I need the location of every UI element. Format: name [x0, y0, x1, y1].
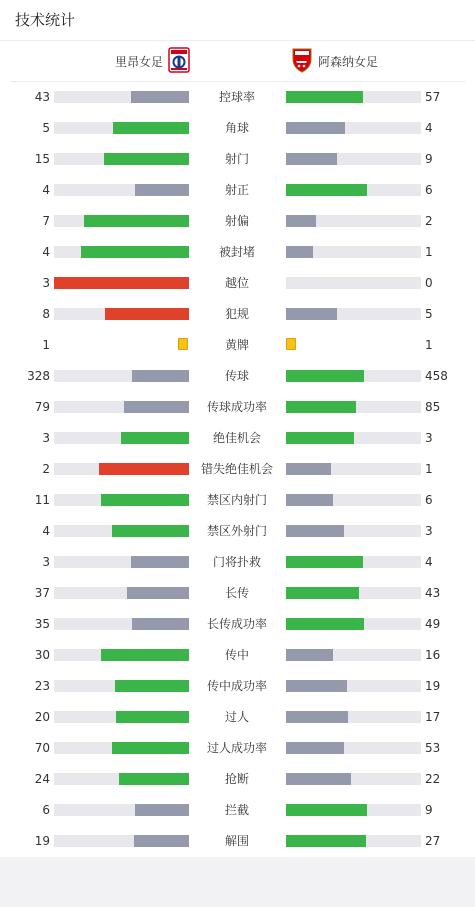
stat-row	[0, 769, 475, 789]
stat-row	[0, 552, 475, 572]
home-stat-value: 1	[42, 338, 50, 352]
home-stat-bar-track	[54, 804, 189, 816]
home-stat-bar-track	[54, 91, 189, 103]
stat-label: 角球	[224, 121, 249, 135]
home-stat-bar-track	[54, 277, 189, 289]
stat-row	[0, 738, 475, 758]
home-stat-bar-fill	[104, 153, 189, 165]
section-title: 技术统计	[15, 11, 76, 29]
home-stat-value: 35	[34, 617, 50, 631]
away-stat-bar-fill	[286, 773, 351, 785]
away-stat-value: 9	[425, 152, 433, 166]
away-stat-value: 57	[425, 90, 441, 104]
stat-row	[0, 273, 475, 293]
home-stat-value: 6	[42, 803, 50, 817]
home-stat-bar-fill	[115, 680, 189, 692]
home-stat-bar-track	[54, 680, 189, 692]
away-stat-bar-track	[286, 153, 421, 165]
home-stat-bar-track	[54, 401, 189, 413]
home-stat-bar-track	[54, 246, 189, 258]
away-stat-bar-fill	[286, 804, 367, 816]
stat-row	[0, 521, 475, 541]
away-stat-bar-fill	[286, 401, 356, 413]
away-stat-value: 22	[425, 772, 441, 786]
away-stat-value: 85	[425, 400, 441, 414]
away-stat-value: 3	[425, 524, 433, 538]
home-stat-bar-fill	[132, 370, 189, 382]
home-stat-value: 4	[42, 183, 50, 197]
away-stat-bar-fill	[286, 680, 347, 692]
arsenal-crest-icon	[291, 47, 313, 76]
stat-label: 长传	[224, 586, 249, 600]
away-yellow-card-icon	[286, 338, 296, 350]
stat-row	[0, 583, 475, 603]
stat-label: 长传成功率	[206, 617, 267, 631]
home-stat-bar-track	[54, 711, 189, 723]
stat-label: 门将扑救	[212, 555, 261, 569]
stat-label: 绝佳机会	[212, 431, 261, 445]
stat-label: 禁区内射门	[206, 493, 267, 507]
stat-label: 射正	[224, 183, 249, 197]
home-stat-value: 23	[34, 679, 50, 693]
stat-label: 拦截	[224, 803, 249, 817]
away-stat-value: 3	[425, 431, 433, 445]
away-stat-value: 4	[425, 121, 433, 135]
away-stat-bar-fill	[286, 618, 364, 630]
away-stat-bar-fill	[286, 835, 366, 847]
stat-row	[0, 707, 475, 727]
home-stat-bar-track	[54, 618, 189, 630]
home-stat-bar-fill	[124, 401, 189, 413]
away-stat-bar-track	[286, 711, 421, 723]
home-stat-bar-fill	[132, 618, 189, 630]
away-stat-value: 1	[425, 462, 433, 476]
home-stat-value: 70	[34, 741, 50, 755]
home-stat-value: 43	[34, 90, 50, 104]
stat-row	[0, 614, 475, 634]
away-stat-bar-fill	[286, 370, 364, 382]
away-stat-value: 49	[425, 617, 441, 631]
home-stat-value: 4	[42, 524, 50, 538]
stat-row	[0, 149, 475, 169]
home-stat-value: 8	[42, 307, 50, 321]
stat-row	[0, 366, 475, 386]
home-stat-bar-track	[54, 432, 189, 444]
away-stat-bar-fill	[286, 742, 344, 754]
home-stat-bar-track	[54, 587, 189, 599]
home-stat-bar-fill	[135, 184, 189, 196]
stat-row	[0, 242, 475, 262]
away-stat-bar-fill	[286, 432, 354, 444]
stat-row	[0, 211, 475, 231]
home-stat-bar-track	[54, 463, 189, 475]
away-stat-bar-fill	[286, 246, 313, 258]
home-stat-bar-track	[54, 649, 189, 661]
home-yellow-card-icon	[178, 338, 188, 350]
home-stat-bar-fill	[101, 494, 189, 506]
away-stat-value: 1	[425, 338, 433, 352]
stat-row	[0, 800, 475, 820]
away-stat-value: 458	[425, 369, 448, 383]
home-stat-value: 11	[34, 493, 50, 507]
home-stat-bar-track	[54, 525, 189, 537]
stat-label: 传中成功率	[206, 679, 267, 693]
home-stat-value: 30	[34, 648, 50, 662]
stat-row	[0, 490, 475, 510]
home-stat-bar-track	[54, 153, 189, 165]
stat-label: 越位	[224, 276, 249, 290]
away-stat-value: 0	[425, 276, 433, 290]
away-stat-bar-track	[286, 91, 421, 103]
home-stat-bar-track	[54, 773, 189, 785]
home-stat-bar-fill	[99, 463, 189, 475]
stat-row	[0, 304, 475, 324]
away-stat-bar-track	[286, 215, 421, 227]
home-stat-bar-fill	[121, 432, 189, 444]
stat-row	[0, 645, 475, 665]
home-stat-bar-track	[54, 184, 189, 196]
home-stat-bar-fill	[134, 835, 189, 847]
away-stat-bar-track	[286, 680, 421, 692]
away-stat-bar-track	[286, 525, 421, 537]
away-stat-value: 9	[425, 803, 433, 817]
stat-label: 射偏	[224, 214, 249, 228]
home-stat-value: 20	[34, 710, 50, 724]
away-stat-bar-fill	[286, 494, 333, 506]
stat-label: 犯规	[224, 307, 249, 321]
home-stat-bar-track	[54, 215, 189, 227]
away-stat-bar-track	[286, 835, 421, 847]
home-stat-bar-track	[54, 556, 189, 568]
home-stat-bar-fill	[112, 525, 189, 537]
away-stat-bar-fill	[286, 308, 337, 320]
home-stat-bar-fill	[119, 773, 189, 785]
home-team-name: 里昂女足	[114, 54, 163, 69]
stat-label: 传中	[224, 648, 249, 662]
home-stat-value: 15	[34, 152, 50, 166]
stat-row	[0, 87, 475, 107]
stat-label: 传球成功率	[206, 400, 267, 414]
stat-label: 射门	[224, 152, 249, 166]
away-stat-bar-fill	[286, 184, 367, 196]
home-stat-value: 3	[42, 276, 50, 290]
home-stat-bar-track	[54, 308, 189, 320]
away-stat-value: 2	[425, 214, 433, 228]
home-stat-bar-track	[54, 835, 189, 847]
away-stat-bar-track	[286, 277, 421, 289]
away-stat-value: 16	[425, 648, 441, 662]
stat-label: 控球率	[218, 90, 255, 104]
home-stat-bar-fill	[81, 246, 189, 258]
stat-label: 过人成功率	[206, 741, 267, 755]
away-team-name: 阿森纳女足	[318, 54, 379, 69]
home-stat-bar-fill	[131, 91, 189, 103]
home-stat-bar-track	[54, 742, 189, 754]
away-stat-value: 6	[425, 493, 433, 507]
home-stat-value: 328	[27, 369, 50, 383]
home-stat-bar-fill	[84, 215, 189, 227]
away-stat-bar-fill	[286, 525, 344, 537]
stat-row	[0, 397, 475, 417]
away-stat-bar-track	[286, 246, 421, 258]
away-stat-bar-track	[286, 308, 421, 320]
away-stat-bar-track	[286, 773, 421, 785]
home-stat-value: 3	[42, 555, 50, 569]
home-team-header[interactable]	[115, 47, 190, 75]
home-stat-bar-fill	[113, 122, 189, 134]
away-stat-bar-fill	[286, 556, 363, 568]
stat-label: 被封堵	[218, 245, 255, 259]
away-stat-value: 43	[425, 586, 441, 600]
away-stat-bar-track	[286, 401, 421, 413]
home-stat-value: 4	[42, 245, 50, 259]
stat-row	[0, 831, 475, 851]
home-stat-bar-fill	[112, 742, 189, 754]
away-stat-value: 27	[425, 834, 441, 848]
home-stat-value: 2	[42, 462, 50, 476]
home-stat-value: 24	[34, 772, 50, 786]
away-stat-value: 19	[425, 679, 441, 693]
away-stat-bar-track	[286, 432, 421, 444]
home-stat-bar-fill	[105, 308, 189, 320]
away-stat-bar-fill	[286, 463, 331, 475]
away-stat-bar-fill	[286, 91, 363, 103]
home-stat-bar-fill	[116, 711, 189, 723]
away-stat-bar-track	[286, 494, 421, 506]
away-stat-bar-track	[286, 184, 421, 196]
stat-row	[0, 459, 475, 479]
team-header-divider	[10, 81, 465, 82]
home-stat-bar-track	[54, 122, 189, 134]
stat-label: 传球	[224, 369, 249, 383]
away-stat-bar-track	[286, 556, 421, 568]
away-stat-bar-track	[286, 804, 421, 816]
away-stat-bar-track	[286, 463, 421, 475]
away-stat-bar-track	[286, 122, 421, 134]
stat-label: 过人	[224, 710, 249, 724]
home-stat-value: 79	[34, 400, 50, 414]
stat-label: 解围	[224, 834, 249, 848]
away-stat-bar-track	[286, 618, 421, 630]
home-stat-bar-track	[54, 370, 189, 382]
stat-row	[0, 428, 475, 448]
away-stat-value: 5	[425, 307, 433, 321]
stat-label: 黄牌	[224, 338, 249, 352]
stat-row	[0, 118, 475, 138]
home-stat-value: 5	[42, 121, 50, 135]
away-stat-bar-fill	[286, 153, 337, 165]
home-stat-value: 19	[34, 834, 50, 848]
away-stat-value: 1	[425, 245, 433, 259]
away-stat-bar-fill	[286, 649, 333, 661]
away-stat-bar-fill	[286, 122, 345, 134]
away-stat-bar-fill	[286, 711, 348, 723]
home-stat-bar-fill	[54, 277, 189, 289]
away-stat-bar-fill	[286, 587, 359, 599]
away-stat-bar-track	[286, 742, 421, 754]
stat-row	[0, 180, 475, 200]
away-stat-bar-track	[286, 649, 421, 661]
home-stat-bar-track	[54, 494, 189, 506]
away-stat-value: 17	[425, 710, 441, 724]
home-stat-bar-fill	[135, 804, 189, 816]
header-divider	[0, 40, 475, 41]
stat-row	[0, 335, 475, 355]
home-stat-bar-fill	[131, 556, 189, 568]
stat-label: 抢断	[224, 772, 249, 786]
away-stat-bar-track	[286, 587, 421, 599]
home-stat-bar-fill	[101, 649, 189, 661]
home-stat-value: 3	[42, 431, 50, 445]
away-stat-value: 6	[425, 183, 433, 197]
home-stat-value: 37	[34, 586, 50, 600]
away-stat-bar-fill	[286, 215, 316, 227]
home-stat-value: 7	[42, 214, 50, 228]
olympique-lyon-crest-icon	[168, 47, 190, 76]
home-stat-bar-fill	[127, 587, 189, 599]
away-stat-bar-track	[286, 370, 421, 382]
away-team-header[interactable]	[291, 47, 378, 75]
stat-row	[0, 676, 475, 696]
stat-label: 禁区外射门	[206, 524, 267, 538]
away-stat-value: 53	[425, 741, 441, 755]
stat-label: 错失绝佳机会	[200, 462, 273, 476]
away-stat-value: 4	[425, 555, 433, 569]
